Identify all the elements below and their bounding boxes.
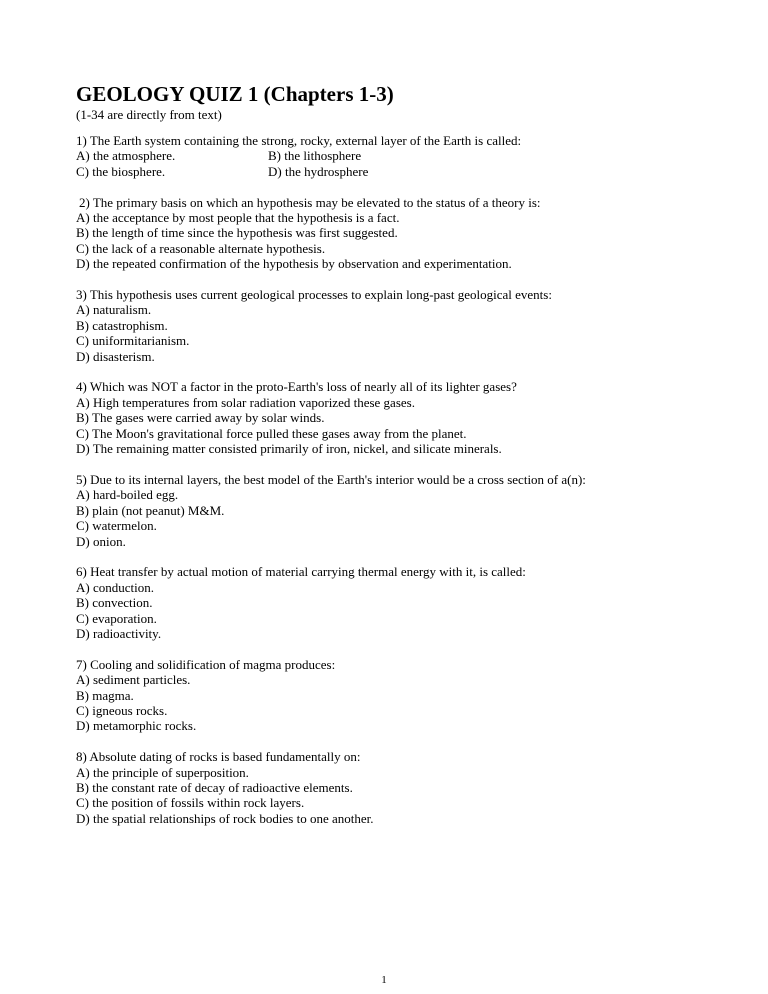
question-5-choice-c: C) watermelon.	[76, 518, 157, 534]
quiz-subtitle: (1-34 are directly from text)	[76, 107, 222, 122]
question-7	[76, 657, 716, 734]
question-2-choice-d: D) the repeated confirmation of the hypothesis by observation and experimentation.	[76, 256, 512, 272]
question-8-choice-c: C) the position of fossils within rock layers.	[76, 795, 305, 811]
question-2-stem: 2) The primary basis on which an hypothesis may be elevated to the status of a theory is:	[79, 194, 541, 210]
question-1-stem: 1) The Earth system containing the strong, rocky, external layer of the Earth is called:	[76, 133, 522, 148]
question-3-stem: 3) This hypothesis uses current geological processes to explain long-past geological events:	[76, 287, 552, 303]
question-list	[76, 133, 716, 842]
question-4-choice-b: B) The gases were carried away by solar winds.	[76, 410, 325, 426]
question-8-choice-a: A) the principle of superposition.	[76, 764, 249, 780]
quiz-title: GEOLOGY QUIZ 1 (Chapters 1-3)	[76, 82, 394, 106]
question-6-choice-d: D) radioactivity.	[76, 625, 162, 641]
question-7-stem: 7) Cooling and solidification of magma produces:	[76, 656, 336, 672]
question-3-choice-a: A) naturalism.	[76, 302, 152, 318]
question-6-choice-b: B) convection.	[76, 595, 153, 611]
question-1-choice-row-2	[76, 164, 716, 179]
question-2-choice-c: C) the lack of a reasonable alternate hypothesis.	[76, 240, 326, 256]
question-4-choice-a: A) High temperatures from solar radiation vaporized these gases.	[76, 394, 415, 410]
question-5-choice-d: D) onion.	[76, 533, 126, 549]
question-8-choice-b: B) the constant rate of decay of radioactive elements.	[76, 779, 353, 795]
question-6-choice-c: C) evaporation.	[76, 610, 157, 626]
question-7-choice-b: B) magma.	[76, 687, 134, 703]
question-1-choice-b: B) the lithosphere	[268, 148, 362, 164]
question-3-choice-b: B) catastrophism.	[76, 317, 168, 333]
question-7-choice-c: C) igneous rocks.	[76, 702, 168, 718]
question-1-choice-d: D) the hydrosphere	[268, 163, 369, 179]
question-5-choice-b: B) plain (not peanut) M&M.	[76, 502, 225, 518]
question-2	[76, 195, 716, 272]
question-4-choice-d: D) The remaining matter consisted primarily of iron, nickel, and silicate minerals.	[76, 441, 502, 457]
question-1	[76, 133, 716, 179]
question-5-stem: 5) Due to its internal layers, the best model of the Earth's interior would be a cross section of a(n):	[76, 471, 586, 487]
question-4-choice-c: C) The Moon's gravitational force pulled these gases away from the planet.	[76, 425, 467, 441]
question-3-choice-c: C) uniformitarianism.	[76, 333, 190, 349]
question-1-choice-c: C) the biosphere.	[76, 163, 166, 179]
question-1-choice-row-1	[76, 148, 716, 163]
question-5-choice-a: A) hard-boiled egg.	[76, 487, 179, 503]
question-7-choice-a: A) sediment particles.	[76, 672, 191, 688]
question-7-choice-d: D) metamorphic rocks.	[76, 718, 197, 734]
page-number: 1	[381, 974, 387, 986]
question-3-choice-d: D) disasterism.	[76, 348, 155, 364]
question-1-choice-a: A) the atmosphere.	[76, 148, 176, 164]
question-8-choice-d: D) the spatial relationships of rock bodies to one another.	[76, 810, 374, 826]
question-8	[76, 749, 716, 826]
question-6	[76, 564, 716, 641]
question-2-choice-b: B) the length of time since the hypothesis was first suggested.	[76, 225, 398, 241]
question-6-choice-a: A) conduction.	[76, 579, 154, 595]
question-4-stem: 4) Which was NOT a factor in the proto-Earth's loss of nearly all of its lighter gases?	[76, 379, 517, 395]
question-5	[76, 472, 716, 549]
question-3	[76, 287, 716, 364]
question-2-choice-a: A) the acceptance by most people that the hypothesis is a fact.	[76, 210, 400, 226]
question-8-stem: 8) Absolute dating of rocks is based fundamentally on:	[76, 749, 361, 765]
question-6-stem: 6) Heat transfer by actual motion of material carrying thermal energy with it, is called:	[76, 564, 526, 580]
question-4	[76, 379, 716, 456]
